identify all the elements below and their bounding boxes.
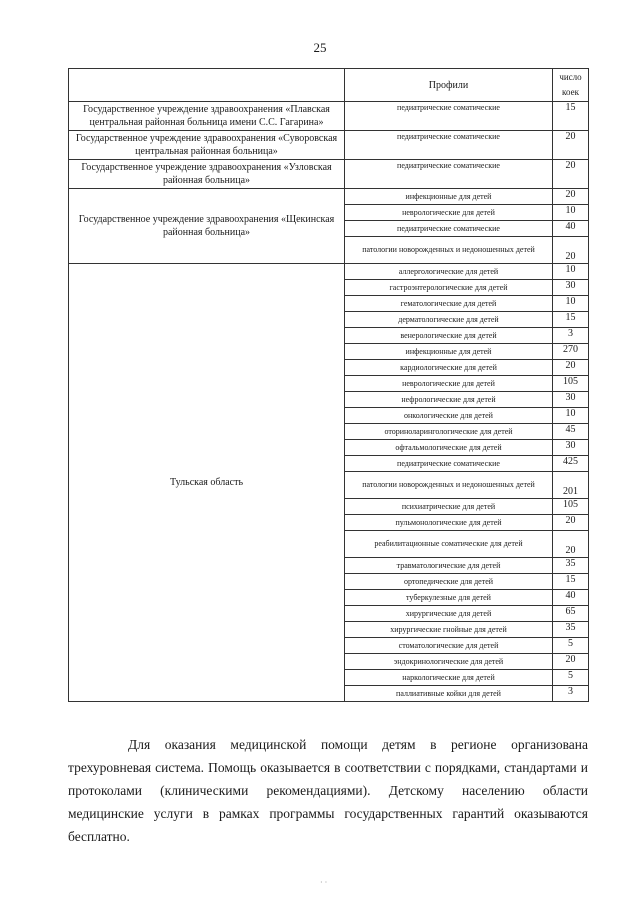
profile-cell: реабилитационные соматические для детей	[345, 531, 553, 558]
beds-cell: 5	[553, 638, 589, 654]
header-institution	[69, 69, 345, 102]
beds-cell: 20	[553, 160, 589, 189]
beds-cell: 10	[553, 296, 589, 312]
institution-cell: Государственное учреждение здравоохранения «Суворовская центральная районная больница»	[69, 131, 345, 160]
profile-cell: неврологические для детей	[345, 205, 553, 221]
bed-profiles-table-container	[68, 68, 588, 702]
profile-cell: психиатрические для детей	[345, 499, 553, 515]
profile-cell: дерматологические для детей	[345, 312, 553, 328]
profile-cell: инфекционные для детей	[345, 344, 553, 360]
table-row	[69, 189, 589, 205]
beds-cell: 270	[553, 344, 589, 360]
beds-cell: 20	[553, 360, 589, 376]
profile-cell: патологии новорожденных и недоношенных детей	[345, 237, 553, 264]
profile-cell: нефрологические для детей	[345, 392, 553, 408]
header-beds: число коек	[553, 69, 589, 102]
beds-cell: 40	[553, 590, 589, 606]
profile-cell: ортопедические для детей	[345, 574, 553, 590]
beds-cell: 20	[553, 131, 589, 160]
beds-cell: 3	[553, 686, 589, 702]
header-profiles: Профили	[345, 69, 553, 102]
profile-cell: туберкулезные для детей	[345, 590, 553, 606]
body-paragraph: Для оказания медицинской помощи детям в регионе организована трехуровневая система. Помощь оказывается в соответствии с порядками, стандартами и протоколами (клиническими рекомендациями). Детскому населению области медицинские услуги в рамках программы государственных гарантий оказываются бесплатно.	[68, 737, 588, 844]
profile-cell: аллергологические для детей	[345, 264, 553, 280]
institution-cell: Государственное учреждение здравоохранения «Плавская центральная районная больница имени С.С. Гагарина»	[69, 102, 345, 131]
profile-cell: травматологические для детей	[345, 558, 553, 574]
profile-cell: педиатрические соматические	[345, 221, 553, 237]
profile-cell: хирургические для детей	[345, 606, 553, 622]
beds-cell: 30	[553, 440, 589, 456]
profile-cell: педиатрические соматические	[345, 131, 553, 160]
profile-cell: оториноларингологические для детей	[345, 424, 553, 440]
beds-cell: 10	[553, 408, 589, 424]
beds-cell: 30	[553, 280, 589, 296]
profile-cell: паллиативные койки для детей	[345, 686, 553, 702]
beds-cell: 10	[553, 205, 589, 221]
beds-cell: 20	[553, 531, 589, 558]
profile-cell: офтальмологические для детей	[345, 440, 553, 456]
table-row	[69, 131, 589, 160]
beds-cell: 30	[553, 392, 589, 408]
profile-cell: наркологические для детей	[345, 670, 553, 686]
institution-cell: Тульская область	[69, 264, 345, 702]
beds-cell: 20	[553, 189, 589, 205]
table-row	[69, 102, 589, 131]
beds-cell: 105	[553, 376, 589, 392]
footer-mark: · ·	[320, 878, 328, 887]
profile-cell: инфекционные для детей	[345, 189, 553, 205]
beds-cell: 105	[553, 499, 589, 515]
table-row	[69, 160, 589, 189]
table-row	[69, 264, 589, 280]
beds-cell: 425	[553, 456, 589, 472]
profile-cell: гематологические для детей	[345, 296, 553, 312]
profile-cell: кардиологические для детей	[345, 360, 553, 376]
beds-cell: 15	[553, 102, 589, 131]
institution-cell: Государственное учреждение здравоохранения «Узловская районная больница»	[69, 160, 345, 189]
beds-cell: 15	[553, 312, 589, 328]
table-header-row	[69, 69, 589, 102]
beds-cell: 3	[553, 328, 589, 344]
beds-cell: 65	[553, 606, 589, 622]
profile-cell: педиатрические соматические	[345, 102, 553, 131]
beds-cell: 20	[553, 237, 589, 264]
profile-cell: стоматологические для детей	[345, 638, 553, 654]
profile-cell: патологии новорожденных и недоношенных детей	[345, 472, 553, 499]
profile-cell: гастроэнтерологические для детей	[345, 280, 553, 296]
beds-cell: 20	[553, 654, 589, 670]
profile-cell: онкологические для детей	[345, 408, 553, 424]
profile-cell: венерологические для детей	[345, 328, 553, 344]
beds-cell: 5	[553, 670, 589, 686]
profile-cell: педиатрические соматические	[345, 160, 553, 189]
beds-cell: 40	[553, 221, 589, 237]
institution-cell: Государственное учреждение здравоохранения «Щекинская районная больница»	[69, 189, 345, 264]
beds-cell: 201	[553, 472, 589, 499]
profile-cell: педиатрические соматические	[345, 456, 553, 472]
beds-cell: 35	[553, 622, 589, 638]
table-body	[69, 102, 589, 702]
profile-cell: хирургические гнойные для детей	[345, 622, 553, 638]
beds-cell: 20	[553, 515, 589, 531]
beds-cell: 10	[553, 264, 589, 280]
beds-cell: 15	[553, 574, 589, 590]
beds-cell: 45	[553, 424, 589, 440]
profile-cell: эндокринологические для детей	[345, 654, 553, 670]
page-number: 25	[313, 40, 327, 55]
bed-profiles-table	[68, 68, 589, 702]
profile-cell: неврологические для детей	[345, 376, 553, 392]
profile-cell: пульмонологические для детей	[345, 515, 553, 531]
beds-cell: 35	[553, 558, 589, 574]
